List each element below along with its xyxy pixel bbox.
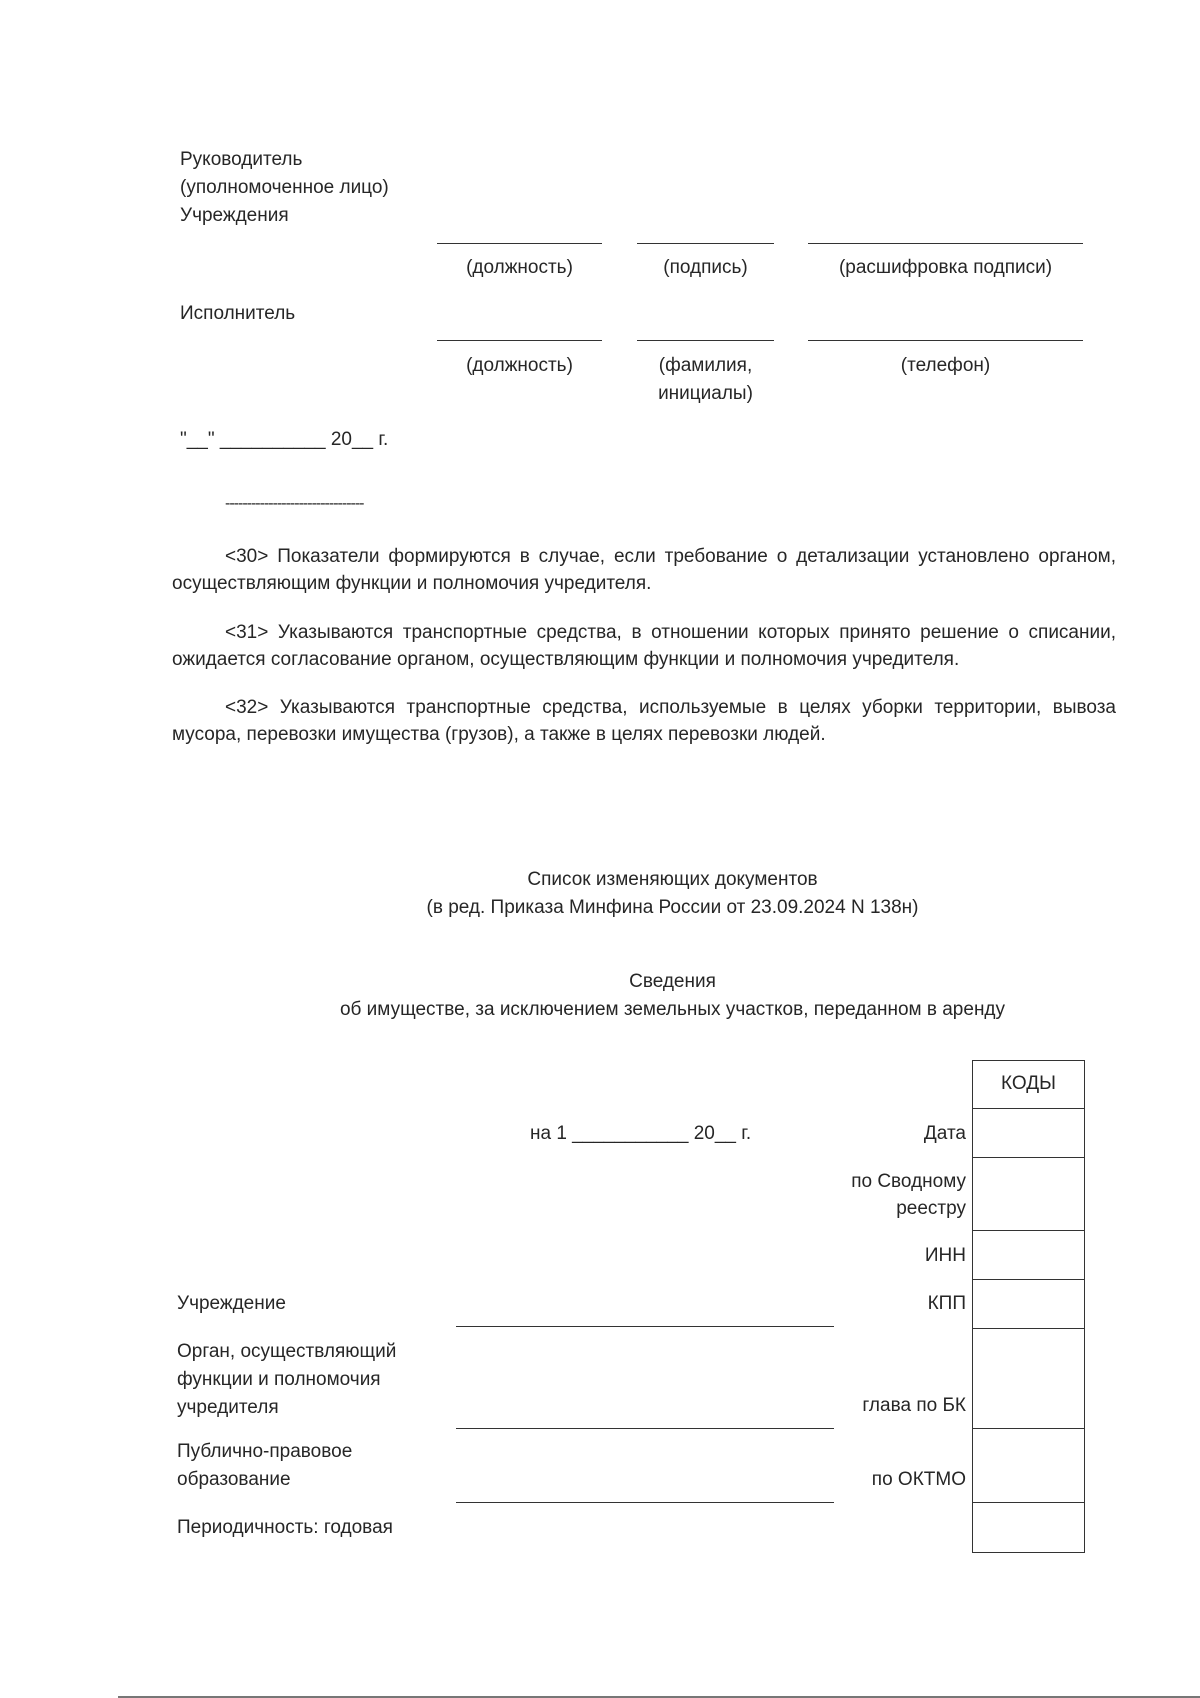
executor-name-caption [637, 352, 774, 408]
institution-label: Учреждение [177, 1293, 286, 1314]
ppo-line[interactable] [456, 1502, 834, 1503]
head-position-caption: (должность) [466, 257, 573, 278]
head-position-line[interactable] [437, 243, 602, 244]
code-label-svod-2: реестру [896, 1198, 966, 1219]
code-label-svod-1: по Сводному [851, 1171, 966, 1192]
form-date-line[interactable]: на 1 ___________ 20__ г. [530, 1123, 752, 1144]
code-cell-date[interactable] [973, 1109, 1084, 1158]
executor-label: Исполнитель [180, 303, 296, 324]
changes-title: Список изменяющих документов [527, 869, 818, 890]
footnote-separator: -------------------------------- [225, 495, 364, 512]
form-title-block [0, 968, 1200, 1024]
head-decoding-line[interactable] [808, 243, 1083, 244]
form-title: Сведения [629, 971, 716, 992]
head-label-line-3: Учреждения [180, 205, 289, 226]
changes-subtitle: (в ред. Приказа Минфина России от 23.09.2024 N 138н) [426, 897, 919, 918]
footnote-31-text: <31> Указываются транспортные средства, в отношении которых принято решение о списании, ожидается согласование органом, осуществляющим функции и полномочия учредителя. [172, 622, 1116, 670]
ppo-label-1: Публично-правовое [177, 1441, 353, 1462]
code-label-inn: ИНН [924, 1245, 966, 1266]
signature-date-line[interactable]: "__" __________ 20__ г. [180, 429, 389, 450]
footnote-30 [172, 543, 1116, 597]
head-signature-line[interactable] [637, 243, 774, 244]
executor-phone-line[interactable] [808, 340, 1083, 341]
code-cell-inn[interactable] [973, 1231, 1084, 1280]
organ-label-2: функции и полномочия [177, 1369, 381, 1390]
codes-header: КОДЫ [973, 1061, 1084, 1109]
head-decoding-caption: (расшифровка подписи) [838, 257, 1053, 278]
footnote-30-text: <30> Показатели формируются в случае, если требование о детализации установлено органом, осуществляющим функции и полномочия учредителя. [172, 546, 1116, 594]
executor-phone-caption: (телефон) [900, 355, 991, 376]
code-cell-glava[interactable] [973, 1329, 1084, 1429]
head-label [180, 146, 389, 230]
code-label-glava: глава по БК [862, 1395, 966, 1416]
code-cell-kpp[interactable] [973, 1280, 1084, 1329]
code-label-svod [851, 1168, 966, 1222]
organ-label-1: Орган, осуществляющий [177, 1341, 397, 1362]
executor-name-caption-1: (фамилия, [658, 355, 753, 376]
form-subtitle: об имуществе, за исключением земельных участков, переданном в аренду [339, 999, 1006, 1020]
code-label-kpp: КПП [927, 1293, 966, 1314]
code-cell-periodicity[interactable] [973, 1503, 1084, 1552]
organ-label-3: учредителя [177, 1397, 279, 1418]
institution-line[interactable] [456, 1326, 834, 1327]
code-cell-oktmo[interactable] [973, 1429, 1084, 1503]
head-label-line-1: Руководитель [180, 149, 303, 170]
code-cell-svod[interactable] [973, 1158, 1084, 1231]
code-label-date: Дата [923, 1123, 966, 1144]
periodicity-label: Периодичность: годовая [177, 1517, 393, 1538]
footnote-31 [172, 619, 1116, 673]
executor-position-caption: (должность) [466, 355, 573, 376]
changes-block [0, 866, 1200, 922]
head-label-line-2: (уполномоченное лицо) [180, 177, 389, 198]
organ-line[interactable] [456, 1428, 834, 1429]
executor-name-line[interactable] [637, 340, 774, 341]
footnote-32-text: <32> Указываются транспортные средства, используемые в целях уборки территории, вывоза мусора, перевозки имущества (грузов), а также в целях перевозки людей. [172, 697, 1116, 745]
ppo-label [177, 1438, 352, 1494]
ppo-label-2: образование [177, 1469, 291, 1490]
codes-table [972, 1060, 1085, 1553]
organ-label [177, 1338, 396, 1422]
footnote-32 [172, 694, 1116, 748]
head-signature-caption: (подпись) [663, 257, 748, 278]
code-label-oktmo: по ОКТМО [871, 1469, 966, 1490]
executor-position-line[interactable] [437, 340, 602, 341]
executor-name-caption-2: инициалы) [658, 383, 753, 404]
